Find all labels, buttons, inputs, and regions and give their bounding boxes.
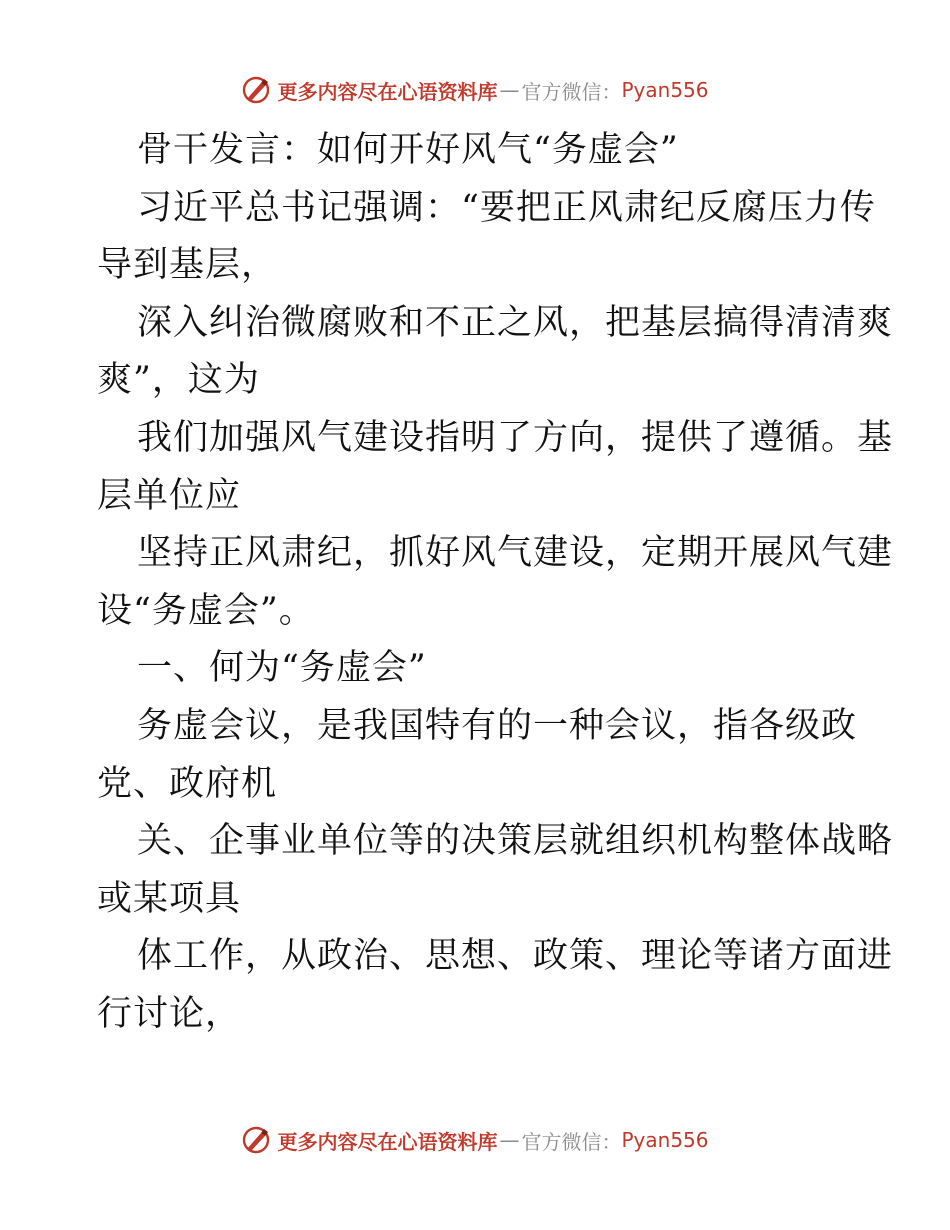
banner-separator: — — [499, 1128, 520, 1152]
banner-brand: 更多内容尽在心语资料库 — [277, 1129, 498, 1154]
paragraph-line: 行讨论， — [97, 993, 242, 1034]
banner-official-label: 官方微信： — [521, 79, 622, 104]
paragraph-line: 党、政府机 — [97, 763, 278, 804]
banner-handle: Pyan556 — [621, 78, 709, 102]
paragraph-line: 务虚会议，是我国特有的一种会议，指各级政 — [137, 705, 858, 746]
red-pen-logo-icon — [241, 1125, 271, 1155]
document-body — [97, 122, 894, 1044]
paragraph-line: 关、企事业单位等的决策层就组织机构整体战略 — [137, 821, 894, 862]
paragraph-line: 一、何为“务虚会” — [137, 648, 427, 689]
paragraph-line: 爽”，这为 — [97, 360, 260, 401]
header-banner — [0, 72, 950, 108]
paragraph-line: 骨干发言：如何开好风气“务虚会” — [137, 130, 679, 170]
paragraph-line: 深入纠治微腐败和不正之风，把基层搞得清清爽 — [137, 302, 894, 343]
paragraph-line: 层单位应 — [97, 475, 242, 516]
paragraph-line: 体工作，从政治、思想、政策、理论等诸方面进 — [137, 936, 894, 977]
footer-banner — [0, 1122, 950, 1158]
paragraph-line: 习近平总书记强调：“要把正风肃纪反腐压力传 — [137, 187, 876, 228]
banner-brand: 更多内容尽在心语资料库 — [277, 79, 498, 104]
banner-separator: — — [499, 78, 520, 102]
paragraph-line: 设“务虚会”。 — [97, 590, 315, 631]
paragraph-line: 或某项具 — [97, 878, 242, 919]
banner-official-label: 官方微信： — [521, 1129, 622, 1154]
paragraph-line: 坚持正风肃纪，抓好风气建设，定期开展风气建 — [137, 533, 894, 574]
paragraph-line: 导到基层， — [97, 245, 278, 286]
banner-handle: Pyan556 — [621, 1128, 709, 1152]
paragraph-line: 我们加强风气建设指明了方向，提供了遵循。基 — [137, 417, 894, 458]
red-pen-logo-icon — [241, 75, 271, 105]
